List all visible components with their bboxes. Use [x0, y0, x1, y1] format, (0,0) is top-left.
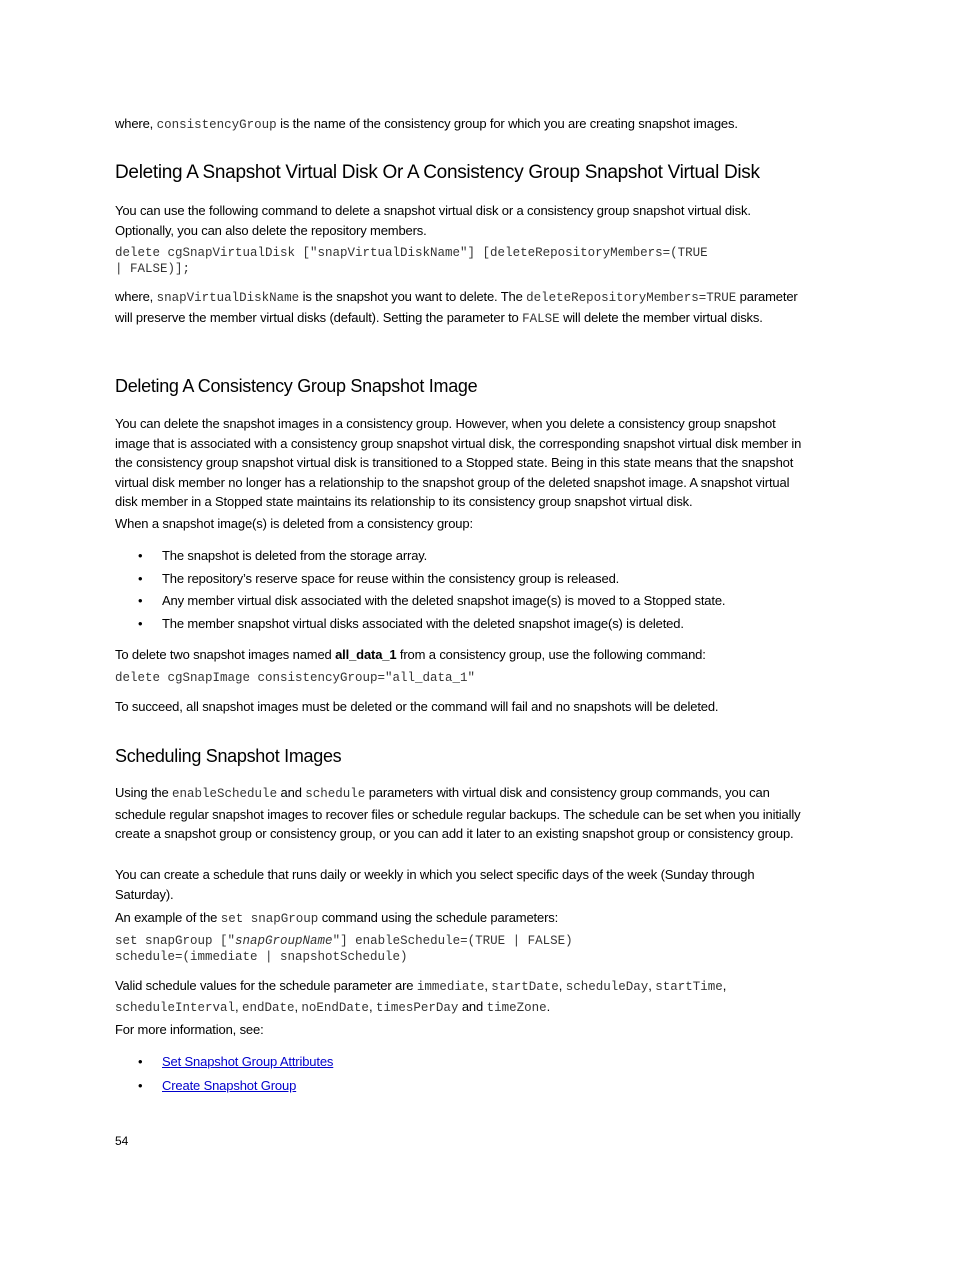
- inline-code: FALSE: [522, 312, 560, 326]
- sec3-paragraph-4: Valid schedule values for the schedule parameter are immediate, startDate, scheduleDay, startTime, scheduleInterval, endDate, noEndDate, timesPerDay and timeZone.: [115, 978, 727, 1015]
- intro-text-2: is the name of the consistency group for which you are creating snapshot images.: [276, 116, 738, 131]
- section-heading-delete-snapshot-virtual-disk: Deleting A Snapshot Virtual Disk Or A Consistency Group Snapshot Virtual Disk: [115, 162, 760, 183]
- page-number: 54: [115, 1134, 129, 1148]
- sec3-paragraph-3: An example of the set snapGroup command using the schedule parameters:: [115, 910, 559, 926]
- sec3-paragraph-2: You can create a schedule that runs daily or weekly in which you select specific days of the week (Sunday through Saturday).: [115, 867, 755, 902]
- inline-code: startTime: [655, 980, 723, 994]
- list-item: • The snapshot is deleted from the storage array.: [138, 548, 428, 563]
- inline-code: scheduleDay: [565, 980, 649, 994]
- inline-code: snapVirtualDiskName: [156, 291, 300, 305]
- inline-code: startDate: [491, 980, 559, 994]
- sec1-paragraph-1: You can use the following command to delete a snapshot virtual disk or a consistency group snapshot virtual disk. Optionally, you can also delete the repository members.: [115, 203, 751, 238]
- inline-code: timeZone: [486, 1001, 547, 1015]
- inline-code: immediate: [416, 980, 485, 994]
- sec1-code-block: delete cgSnapVirtualDisk ["snapVirtualDiskName"] [deleteRepositoryMembers=(TRUE | FALSE)];: [115, 246, 708, 276]
- sec2-paragraph-2: When a snapshot image(s) is deleted from a consistency group:: [115, 516, 473, 531]
- link-set-snapshot-group-attributes[interactable]: Set Snapshot Group Attributes: [162, 1054, 334, 1069]
- intro-paragraph: [115, 114, 815, 136]
- inline-code: timesPerDay: [375, 1001, 459, 1015]
- inline-code: endDate: [241, 1001, 295, 1015]
- sec2-paragraph-1: You can delete the snapshot images in a consistency group. However, when you delete a consistency group snapshot image that is associated with a consistency group snapshot virtual disk, the corresponding snapshot virtual disk member in the consistency group snapshot virtual disk is transitioned to a Stopped state. Being in this state means that the snapshot virtual disk member no longer has a relationship to the snapshot group of the deleted snapshot image. A snapshot virtual disk member in a Stopped state maintains its relationship to its consistency group snapshot virtual disk.: [115, 416, 802, 509]
- sec2-bullet-list: [115, 546, 815, 633]
- list-item: • Set Snapshot Group Attributes: [138, 1054, 334, 1069]
- section-heading-delete-cg-snapshot-image: Deleting A Consistency Group Snapshot Image: [115, 376, 478, 396]
- link-create-snapshot-group[interactable]: Create Snapshot Group: [162, 1077, 297, 1093]
- inline-code: set snapGroup: [220, 912, 319, 926]
- sec2-paragraph-3: To delete two snapshot images named all_data_1 from a consistency group, use the following command:: [115, 647, 706, 662]
- sec2-paragraph-4: To succeed, all snapshot images must be deleted or the command will fail and no snapshots will be deleted.: [115, 699, 719, 714]
- inline-code: scheduleInterval: [115, 1001, 236, 1015]
- intro-text-1: where,: [115, 116, 157, 131]
- inline-code: deleteRepositoryMembers=TRUE: [526, 291, 737, 305]
- intro-code: consistencyGroup: [156, 118, 277, 132]
- placeholder-italic: snapGroupName: [235, 934, 333, 948]
- see-also-list: [115, 1052, 815, 1095]
- bold-term: all_data_1: [335, 647, 397, 662]
- list-item: • Any member virtual disk associated with the deleted snapshot image(s) is moved to a Stopped state.: [138, 593, 726, 608]
- inline-code: schedule: [305, 787, 366, 801]
- sec3-paragraph-1: Using the enableSchedule and schedule parameters with virtual disk and consistency group commands, you can schedule regular snapshot images to recover files or schedule regular backups. The schedule can be set when you initially create a snapshot group or consistency group, or you can add it later to an existing snapshot group or consistency group.: [115, 785, 801, 842]
- sec1-paragraph-2: where, snapVirtualDiskName is the snapshot you want to delete. The deleteRepositoryMembers=TRUE parameter will preserve the member virtual disks (default). Setting the parameter to FALSE will delete the member virtual disks.: [115, 289, 798, 326]
- list-item: • Create Snapshot Group: [138, 1077, 297, 1093]
- list-item: • The member snapshot virtual disks associated with the deleted snapshot image(s) is deleted.: [138, 615, 684, 631]
- inline-code: noEndDate: [301, 1001, 369, 1015]
- list-item: • The repository’s reserve space for reuse within the consistency group is released.: [138, 570, 620, 586]
- sec3-paragraph-5: For more information, see:: [115, 1022, 264, 1037]
- sec2-code-block: delete cgSnapImage consistencyGroup="all_data_1": [115, 671, 476, 685]
- sec3-code-block: set snapGroup ["snapGroupName"] enableSchedule=(TRUE | FALSE) schedule=(immediate | snapshotSchedule): [115, 934, 573, 964]
- inline-code: enableSchedule: [172, 787, 278, 801]
- section-heading-scheduling-snapshot-images: Scheduling Snapshot Images: [115, 746, 342, 766]
